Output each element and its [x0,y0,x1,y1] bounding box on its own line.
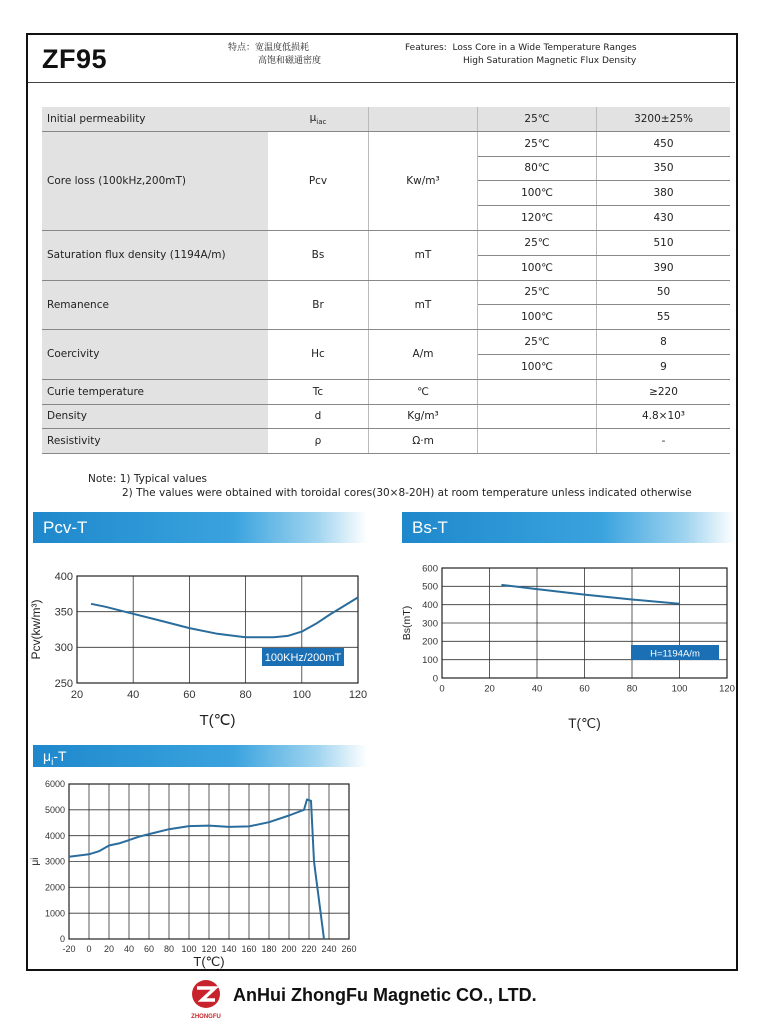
prop-value: ≥220 [597,379,731,404]
prop-temp [478,379,597,404]
prop-unit: ℃ [369,379,478,404]
features-cn-line2: 高饱和磁通密度 [258,56,322,66]
prop-temp: 25℃ [478,107,597,131]
x-tick-label: 20 [70,689,84,701]
x-tick-label: 0 [439,683,445,695]
y-axis-label: μi [30,857,41,866]
y-tick-label: 0 [59,934,65,945]
prop-temp: 25℃ [478,131,597,156]
prop-symbol: Bs [268,230,369,280]
prop-name: Curie temperature [42,379,268,404]
y-tick-label: 500 [422,581,438,593]
company-logo [188,978,224,1020]
prop-temp: 100℃ [478,181,597,206]
x-tick-label: 20 [103,944,115,954]
series-line [69,800,324,940]
header-divider [28,82,735,83]
prop-value: 3200±25% [597,107,731,131]
logo-text: ZHONGFU [191,1014,221,1020]
prop-value: 450 [597,131,731,156]
features-cn-label: 特点： [228,43,256,53]
series-line [501,585,679,604]
prop-unit: Kw/m³ [369,131,478,230]
y-tick-label: 2000 [44,882,65,893]
x-tick-label: 60 [183,689,196,701]
prop-value: 380 [597,181,731,206]
prop-unit [369,107,478,131]
prop-symbol: Pcv [268,131,369,230]
mu-banner: $\mu_i-T$ [33,745,367,767]
table-row [42,429,730,454]
note-line2: 2) The values were obtained with toroidal cores(30×8-20H) at room temperature unless indicated otherwise [122,487,692,499]
x-tick-label: 120 [348,689,368,701]
x-tick-label: 220 [301,944,317,954]
plot-frame [77,576,358,683]
features-en-line2: High Saturation Magnetic Flux Density [463,56,637,66]
prop-symbol: ρ [268,429,369,454]
prop-value: 4.8×10³ [597,404,731,429]
y-tick-label: 0 [432,673,438,685]
prop-unit: Kg/m³ [369,404,478,429]
y-tick-label: 200 [422,636,438,648]
mu-t-chart [30,776,375,971]
bs-t-chart [398,558,743,738]
x-tick-label: 80 [626,683,638,695]
table-row [42,230,730,255]
prop-name: Core loss (100kHz,200mT) [42,131,268,230]
x-tick-label: 20 [484,683,495,695]
prop-temp [478,429,597,454]
table-row [42,379,730,404]
prop-temp: 80℃ [478,156,597,181]
y-tick-label: 4000 [44,830,65,841]
y-tick-label: 350 [54,606,73,619]
x-tick-label: 80 [239,689,252,701]
x-tick-label: 120 [719,683,735,695]
x-tick-label: 120 [201,944,217,954]
x-tick-label: 0 [86,944,92,954]
x-tick-label: 60 [143,944,155,954]
y-tick-label: 600 [422,563,438,575]
x-tick-label: 260 [341,944,357,954]
table-row [42,107,730,131]
prop-value: - [597,429,731,454]
x-tick-label: 100 [292,689,311,701]
prop-temp: 120℃ [478,206,597,231]
prop-unit: Ω·m [369,429,478,454]
prop-name: Density [42,404,268,429]
table-row [42,404,730,429]
prop-unit: mT [369,280,478,330]
prop-name: Coercivity [42,330,268,380]
legend-label: H=1194A/m [650,648,700,660]
note [88,472,692,500]
prop-value: 50 [597,280,731,305]
x-tick-label: 60 [579,683,590,695]
x-tick-label: 100 [181,944,197,954]
x-tick-label: 100 [671,683,688,695]
y-tick-label: 5000 [44,804,65,815]
table-row [42,280,730,305]
prop-name: Saturation flux density (1194A/m) [42,230,268,280]
y-tick-label: 300 [54,642,73,655]
y-tick-label: 400 [422,599,438,611]
features-en-label: Features: [405,43,447,53]
prop-value: 430 [597,206,731,231]
prop-value: 390 [597,255,731,280]
features-en-line1: Loss Core in a Wide Temperature Ranges [452,43,637,53]
y-tick-label: 300 [422,618,438,630]
legend-label: 100KHz/200mT [264,652,342,664]
prop-unit: mT [369,230,478,280]
note-line1: Note: 1) Typical values [88,473,208,485]
pcv-banner: Pcv-T [33,512,367,543]
features-cn [228,42,321,68]
x-tick-label: 40 [127,689,140,701]
prop-unit: A/m [369,330,478,380]
prop-name: Initial permeability [42,107,268,131]
prop-value: 9 [597,354,731,379]
x-tick-label: 180 [261,944,277,954]
prop-symbol: d [268,404,369,429]
y-tick-label: 400 [54,570,73,583]
x-tick-label: 80 [163,944,175,954]
x-axis-label: T(℃) [568,716,601,731]
y-tick-label: 250 [54,677,73,690]
y-tick-label: 6000 [44,779,65,790]
prop-temp: 100℃ [478,354,597,379]
features-cn-line1: 宽温度低损耗 [255,43,310,53]
x-tick-label: -20 [62,944,76,954]
prop-value: 350 [597,156,731,181]
model-title: ZF95 [42,44,108,74]
prop-symbol: Br [268,280,369,330]
company-name: AnHui ZhongFu Magnetic CO., LTD. [233,985,537,1005]
prop-symbol: Tc [268,379,369,404]
prop-name: Remanence [42,280,268,330]
prop-value: 55 [597,305,731,330]
prop-temp: 100℃ [478,255,597,280]
y-axis-label: Bs(mT) [401,605,413,641]
prop-value: 510 [597,230,731,255]
properties-table [42,107,730,454]
prop-temp: 25℃ [478,280,597,305]
prop-name: Resistivity [42,429,268,454]
x-axis-label: T(℃) [193,954,225,969]
x-tick-label: 160 [241,944,257,954]
y-axis-label: Pcv(kw/m³) [29,599,43,660]
x-tick-label: 240 [321,944,337,954]
bs-banner: Bs-T [402,512,735,543]
x-axis-label: T(℃) [199,712,236,729]
y-tick-label: 3000 [44,856,65,867]
x-tick-label: 200 [281,944,297,954]
prop-symbol: $\mu_{iac}$ [268,107,369,131]
series-line [91,597,358,637]
y-tick-label: 100 [422,654,438,666]
features-en [405,42,637,68]
prop-temp [478,404,597,429]
y-tick-label: 1000 [44,908,65,919]
prop-temp: 25℃ [478,330,597,355]
x-tick-label: 140 [221,944,237,954]
table-row [42,131,730,156]
prop-symbol: Hc [268,330,369,380]
x-tick-label: 40 [123,944,135,954]
table-row [42,330,730,355]
prop-temp: 100℃ [478,305,597,330]
prop-temp: 25℃ [478,230,597,255]
pcv-t-chart [26,560,376,740]
prop-value: 8 [597,330,731,355]
x-tick-label: 40 [531,683,543,695]
